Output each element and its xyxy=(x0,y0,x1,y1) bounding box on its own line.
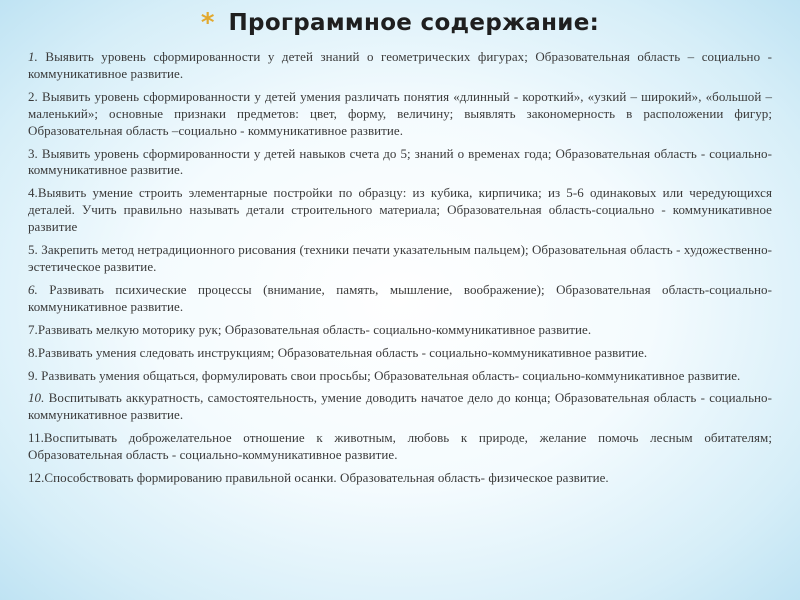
item-text: Воспитывать аккуратность, самостоятельность, умение доводить начатое дело до конца; Образовательная область - социально-коммуникативное развитие. xyxy=(28,390,772,423)
item-text: Развивать умения следовать инструкциям; Образовательная область - социально-коммуникативное развитие. xyxy=(37,344,648,360)
list-item xyxy=(28,430,772,464)
item-text: Развивать умения общаться, формулировать свои просьбы; Образовательная область- социально-коммуникативное развитие. xyxy=(41,367,741,383)
item-number: 11. xyxy=(28,430,44,446)
list-item xyxy=(28,322,772,339)
item-number: 4. xyxy=(28,185,38,201)
list-item xyxy=(28,185,772,236)
item-text: Выявить умение строить элементарные постройки по образцу: из кубика, кирпичика; из 5-6 одинаковых или чередующихся деталей. Учить правильно называть детали строительного материала; Образовательная область-социально - коммуникативное развитие xyxy=(28,185,772,235)
list-item xyxy=(28,390,772,424)
list-item xyxy=(28,368,772,385)
list-item xyxy=(28,146,772,180)
list-item xyxy=(28,89,772,140)
item-text: Развивать мелкую моторику рук; Образовательная область- социально-коммуникативное развитие. xyxy=(37,321,592,337)
item-number: 10. xyxy=(28,390,45,406)
item-number: 5. xyxy=(28,242,38,258)
list-item xyxy=(28,242,772,276)
page-title: Программное содержание: xyxy=(228,10,600,36)
list-item xyxy=(28,470,772,487)
item-number: 3. xyxy=(28,145,38,161)
item-text: Закрепить метод нетрадиционного рисования (техники печати указательным пальцем); Образовательная область - художественно-эстетическое развитие. xyxy=(28,242,772,274)
list-item xyxy=(28,49,772,83)
item-text: Способствовать формированию правильной осанки. Образовательная область- физическое развитие. xyxy=(44,470,609,486)
item-number: 1. xyxy=(28,49,38,64)
list-item xyxy=(28,345,772,362)
item-text: Выявить уровень сформированности у детей навыков счета до 5; знаний о временах года; Образовательная область - социально-коммуникативное развитие. xyxy=(28,145,772,178)
item-number: 12. xyxy=(28,470,45,486)
item-number: 6. xyxy=(28,281,38,297)
list-item xyxy=(28,282,772,316)
title-row xyxy=(0,6,800,40)
item-text: Развивать психические процессы (внимание, память, мышление, воображение); Образовательная область-социально-коммуникативное развитие. xyxy=(28,281,772,314)
item-number: 7. xyxy=(28,321,38,337)
item-number: 8. xyxy=(28,344,38,360)
item-number: 2. xyxy=(28,88,38,104)
item-number: 9. xyxy=(28,367,38,383)
item-text: Выявить уровень сформированности у детей умения различать понятия «длинный - короткий», «узкий – широкий», «большой – маленький»; основные признаки предметов: цвет, форму, величину; выявлять закономерность в расположении фигур; Образовательная область –социально - коммуникативное развитие. xyxy=(28,88,773,138)
title-bullet-icon: * xyxy=(200,8,215,38)
content-list xyxy=(28,49,772,493)
item-text: Выявить уровень сформированности у детей знаний о геометрических фигурах; Образовательная область – социально - коммуникативное развитие. xyxy=(28,49,772,81)
item-text: Воспитывать доброжелательное отношение к животным, любовь к природе, желание помочь лесным обитателям; Образовательная область - социально-коммуникативное развитие. xyxy=(28,430,772,463)
